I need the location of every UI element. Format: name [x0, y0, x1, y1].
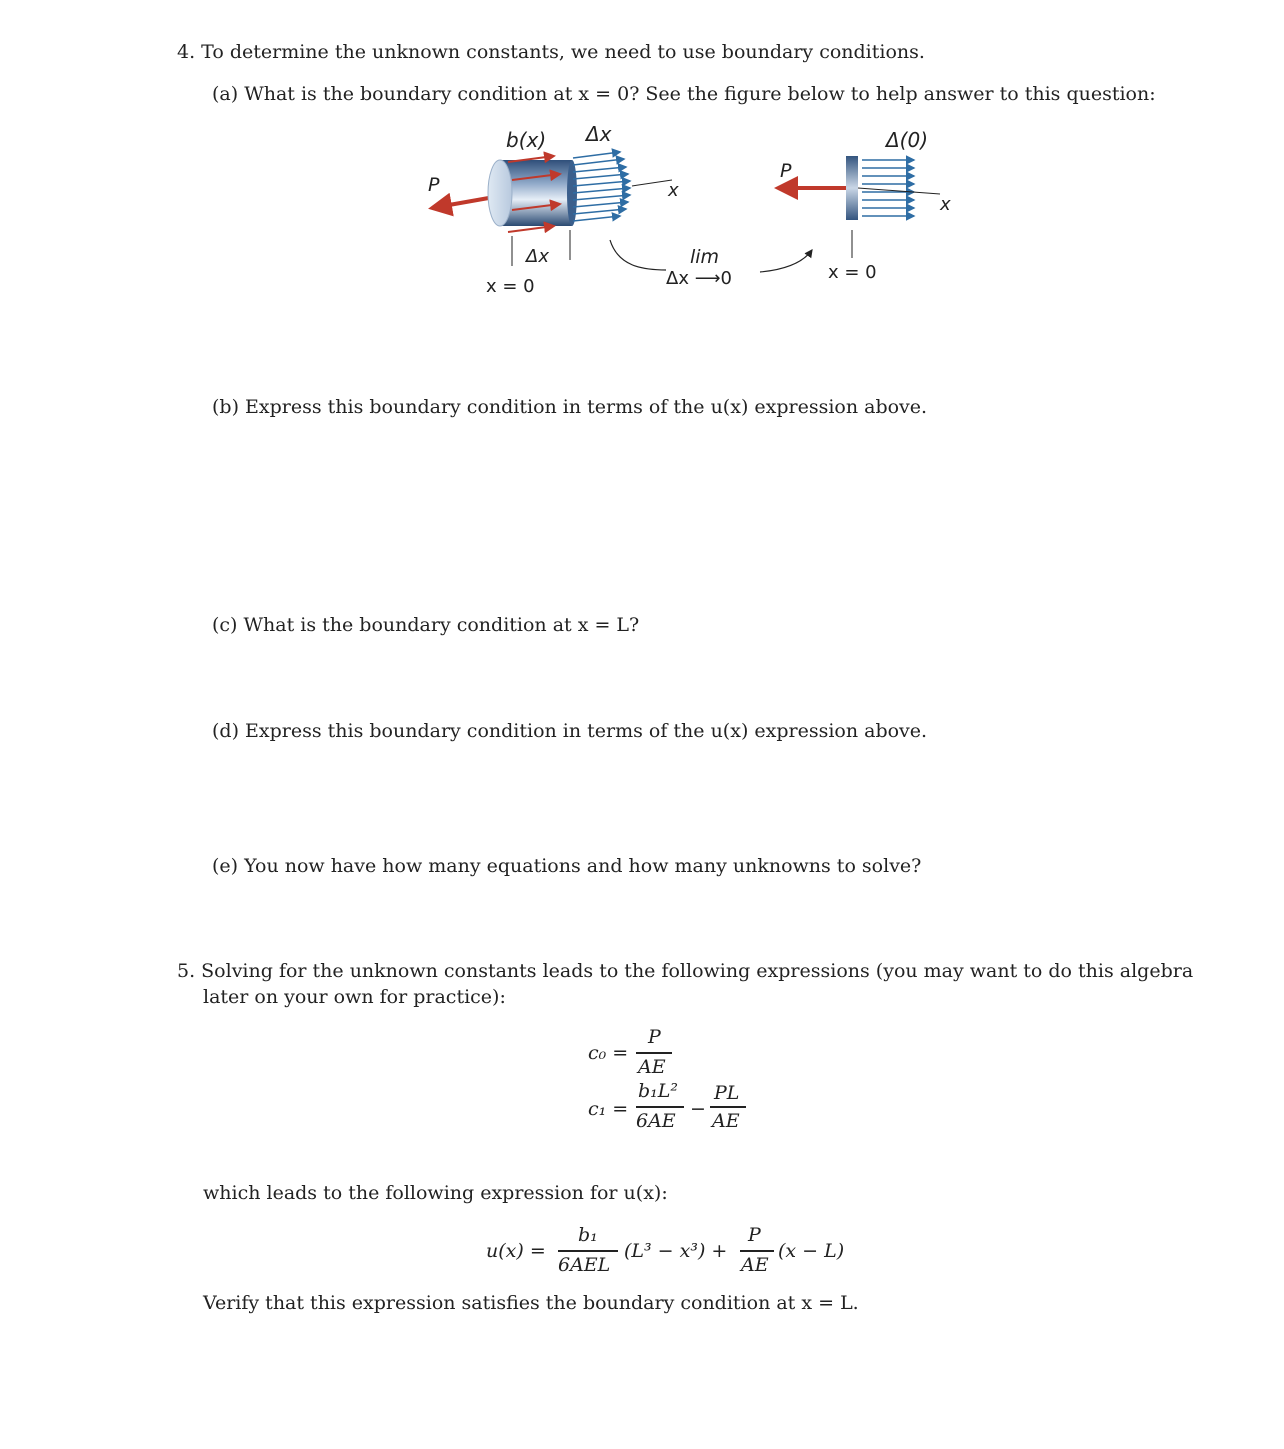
x-axis-left — [632, 180, 672, 186]
c1-fraction-bar-1 — [636, 1106, 684, 1108]
q4d-text: (d) Express this boundary condition in terms of the u(x) expression above. — [212, 720, 928, 742]
x-axis-right — [858, 188, 940, 194]
c1-numerator-2: PL — [714, 1082, 740, 1104]
q4-intro: 4. To determine the unknown constants, we need to use boundary conditions. — [177, 41, 925, 63]
x0-right-label: x = 0 — [828, 262, 877, 283]
bx-label: b(x) — [506, 128, 547, 152]
q4a-text: (a) What is the boundary condition at x = 0? See the figure below to help answer to this question: — [212, 83, 1156, 105]
c1-denominator-1: 6AE — [636, 1110, 676, 1132]
u-fraction-bar-2 — [740, 1250, 774, 1252]
p-left-label: P — [428, 174, 440, 196]
u-equation — [486, 1224, 866, 1284]
x-left-label: x — [668, 180, 679, 201]
boundary-figure — [420, 118, 960, 308]
dx-top-label: Δx — [586, 122, 612, 146]
stress-arrows-left — [573, 152, 630, 221]
c1-denominator-2: AE — [712, 1110, 740, 1132]
stress-arrows-right — [862, 160, 914, 216]
q5-verify-text: Verify that this expression satisfies the boundary condition at x = L. — [203, 1292, 859, 1314]
body-force-arrow — [508, 226, 554, 232]
limit-curve-left — [610, 240, 666, 270]
q5-intro-line2: later on your own for practice): — [203, 986, 506, 1008]
u-lhs: u(x) = — [486, 1240, 546, 1262]
c1-minus: − — [690, 1098, 706, 1120]
c1-fraction-bar-2 — [710, 1106, 746, 1108]
q4c-text: (c) What is the boundary condition at x = L? — [212, 614, 640, 636]
q4e-text: (e) You now have how many equations and how many unknowns to solve? — [212, 855, 922, 877]
c1-numerator-1: b₁L² — [638, 1080, 679, 1102]
c0-numerator: P — [648, 1026, 661, 1048]
lim-sub-label: Δx ⟶0 — [666, 268, 732, 289]
limit-curve-right — [760, 250, 812, 272]
u-tail-term: (x − L) — [778, 1240, 845, 1262]
end-plate — [846, 156, 858, 220]
c0-lhs: c₀ = — [588, 1042, 629, 1064]
u-fraction-bar-1 — [558, 1250, 618, 1252]
q4b-text: (b) Express this boundary condition in terms of the u(x) expression above. — [212, 396, 928, 418]
cylinder-left-face — [488, 160, 512, 226]
u-denominator-2: AE — [741, 1254, 769, 1276]
q5-intro-line1: 5. Solving for the unknown constants leads to the following expressions (you may want to do this algebra — [177, 960, 1194, 982]
u-denominator-1: 6AEL — [558, 1254, 611, 1276]
dx-bottom-label: Δx — [526, 246, 549, 267]
delta0-label: Δ(0) — [886, 128, 929, 152]
x-right-label: x — [940, 194, 951, 215]
x0-left-label: x = 0 — [486, 276, 535, 297]
c0-denominator: AE — [638, 1056, 666, 1078]
u-middle-term: (L³ − x³) + — [624, 1240, 728, 1262]
lim-label: lim — [690, 246, 720, 268]
q5-leads-text: which leads to the following expression for u(x): — [203, 1182, 668, 1204]
u-numerator-1: b₁ — [578, 1224, 598, 1246]
c0-fraction-bar — [636, 1052, 672, 1054]
u-numerator-2: P — [748, 1224, 761, 1246]
p-right-label: P — [780, 160, 792, 182]
c1-lhs: c₁ = — [588, 1098, 629, 1120]
c-equations — [580, 1024, 780, 1134]
